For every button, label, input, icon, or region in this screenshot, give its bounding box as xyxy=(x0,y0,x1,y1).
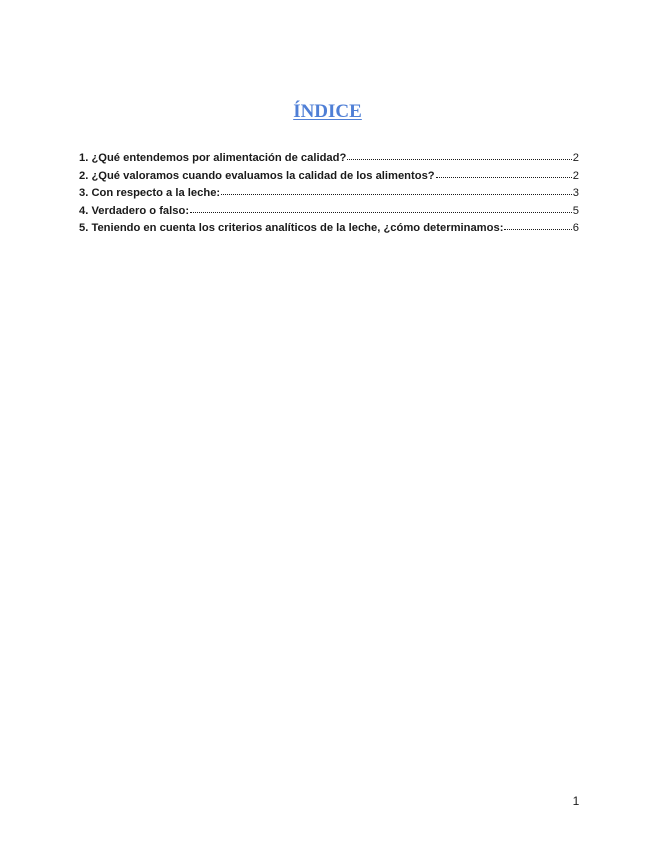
toc-entry-page: 2 xyxy=(572,152,579,164)
toc-entry-text: 2. ¿Qué valoramos cuando evaluamos la calidad de los alimentos? xyxy=(79,169,435,182)
toc-entry[interactable] xyxy=(79,152,579,170)
toc-entry[interactable] xyxy=(79,222,579,240)
toc-entry-page: 6 xyxy=(572,222,579,234)
toc-dot-leader xyxy=(221,193,572,195)
toc-entry-page: 3 xyxy=(572,187,579,199)
page-number: 1 xyxy=(572,794,580,808)
toc-entry-text: 1. ¿Qué entendemos por alimentación de calidad? xyxy=(79,152,347,164)
index-title: ÍNDICE xyxy=(293,101,362,122)
toc-entry[interactable] xyxy=(79,170,579,188)
toc-entry[interactable] xyxy=(79,205,579,223)
toc-dot-leader xyxy=(504,228,571,230)
toc-entry-text: 5. Teniendo en cuenta los criterios analíticos de la leche, ¿cómo determinamos: xyxy=(79,222,504,234)
toc-entry-text: 3. Con respecto a la leche: xyxy=(79,187,221,199)
toc-entry[interactable] xyxy=(79,187,579,205)
toc-dot-leader xyxy=(190,211,572,213)
table-of-contents xyxy=(79,152,579,240)
toc-entry-page: 2 xyxy=(572,169,579,182)
toc-entry-page: 5 xyxy=(572,204,579,217)
toc-entry-text: 4. Verdadero o falso: xyxy=(79,204,190,217)
toc-dot-leader xyxy=(436,176,572,178)
toc-dot-leader xyxy=(347,158,571,160)
